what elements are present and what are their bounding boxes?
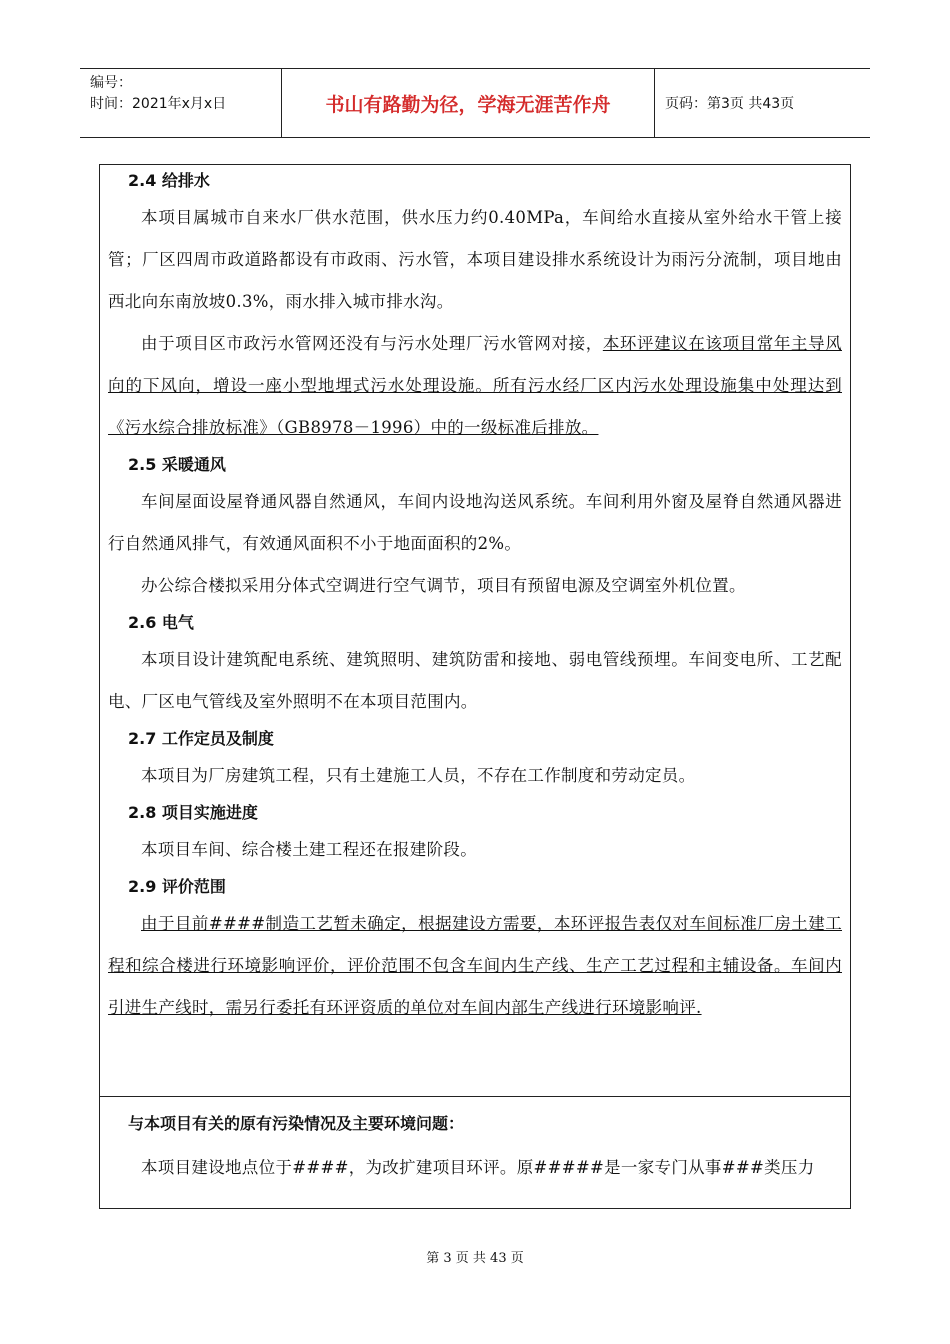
section-2-6-paragraph-1: 本项目设计建筑配电系统、建筑照明、建筑防雷和接地、弱电管线预埋。车间变电所、工艺配电、厂区电气管线及室外照明不在本项目范围内。 [108,650,842,711]
section-2-5-paragraph-1: 车间屋面设屋脊通风器自然通风，车间内设地沟送风系统。车间利用外窗及屋脊自然通风器进行自然通风排气，有效通风面积不小于地面面积的2%。 [108,492,842,553]
header-meta [80,69,282,137]
section-title-2-9: 2.9 评价范围 [128,877,226,896]
section-2-7-paragraph-1: 本项目为厂房建筑工程，只有土建施工人员，不存在工作制度和劳动定员。 [141,766,696,785]
section-title-2-7: 2.7 工作定员及制度 [128,729,274,748]
header-code: 编号： [90,75,132,91]
section-2-4-p2-underlined: 本环评建议在该项目常年主导风向的下风向，增设一座小型地埋式污水处理设施。所有污水经厂区内污水处理设施集中处理达到《污水综合排放标准》（GB8978－1996）中的一级标准后排放。 [108,334,842,437]
section-title-2-6: 2.6 电气 [128,613,194,632]
section-title-2-5: 2.5 采暖通风 [128,455,226,474]
content-table [99,164,851,1209]
project-overview-cell [100,165,850,1097]
section-title-2-8: 2.8 项目实施进度 [128,803,258,822]
section-2-4-p2-plain: 由于项目区市政污水管网还没有与污水处理厂污水管网对接， [141,334,603,353]
pollution-section-title: 与本项目有关的原有污染情况及主要环境问题： [128,1114,465,1133]
header-motto: 书山有路勤为径，学海无涯苦作舟 [282,69,655,137]
header-time: 时间：2021年x月x日 [90,96,227,112]
page-footer: 第 3 页 共 43 页 [426,1251,524,1266]
existing-pollution-cell [100,1097,850,1208]
section-2-4-paragraph-1: 本项目属城市自来水厂供水范围，供水压力约0.40MPa，车间给水直接从室外给水干管上接管；厂区四周市政道路都设有市政雨、污水管，本项目建设排水系统设计为雨污分流制，项目地由西北向东南放坡0.3%，雨水排入城市排水沟。 [108,208,842,311]
section-2-9-paragraph-1: 由于目前####制造工艺暂未确定，根据建设方需要，本环评报告表仅对车间标准厂房土建工程和综合楼进行环境影响评价，评价范围不包含车间内生产线、生产工艺过程和主辅设备。车间内引进生产线时，需另行委托有环评资质的单位对车间内部生产线进行环境影响评. [108,914,842,1017]
section-title-2-4: 2.4 给排水 [128,171,210,190]
section-2-8-paragraph-1: 本项目车间、综合楼土建工程还在报建阶段。 [141,840,477,859]
section-2-5-paragraph-2: 办公综合楼拟采用分体式空调进行空气调节，项目有预留电源及空调室外机位置。 [141,576,746,595]
section-2-4-paragraph-2 [108,323,842,449]
pollution-paragraph-1: 本项目建设地点位于####，为改扩建项目环评。原#####是一家专门从事###类压力 [141,1158,815,1177]
page-header [80,68,870,138]
header-page-info: 页码：第3页 共43页 [665,96,795,112]
